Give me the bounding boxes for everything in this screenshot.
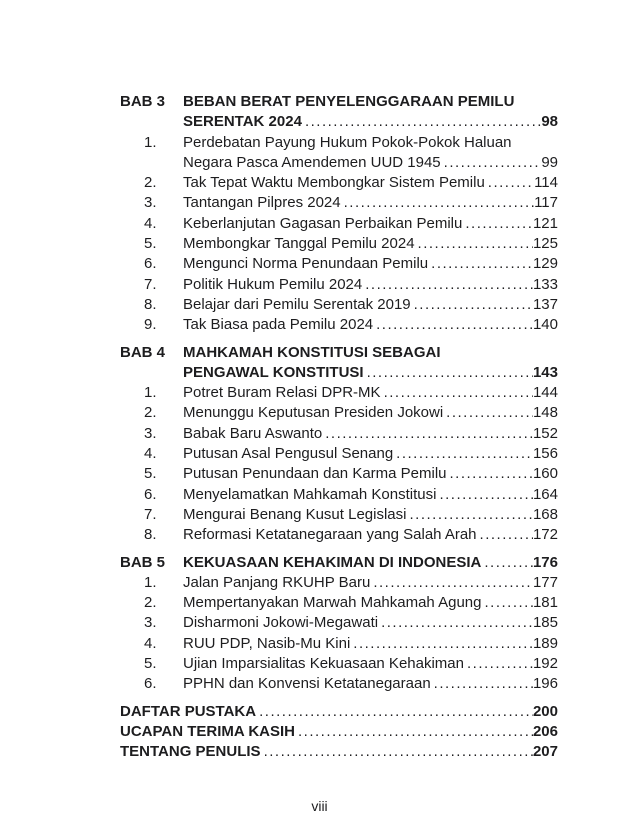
toc-entry-page: 152	[532, 424, 558, 442]
dot-leader-icon	[325, 424, 533, 444]
toc-entry-text: Perdebatan Payung Hukum Pokok-Pokok Haluan	[183, 133, 512, 151]
toc-entry-text: Menunggu Keputusan Presiden Jokowi	[183, 404, 444, 422]
toc-entry-page: 176	[532, 553, 558, 571]
toc-entry-text: Jalan Panjang RKUHP Baru	[183, 573, 371, 591]
dot-leader-icon	[305, 112, 541, 132]
toc-entry-text: Tak Tepat Waktu Membongkar Sistem Pemilu	[183, 174, 485, 192]
toc-item-line	[120, 464, 558, 484]
toc-item-line	[120, 295, 558, 315]
toc-item-line	[120, 573, 558, 593]
toc-entry-text: Putusan Asal Pengusul Senang	[183, 445, 394, 463]
toc-entry-label: 7.	[144, 275, 157, 293]
dot-leader-icon	[467, 654, 533, 674]
toc-entry-text: Mengunci Norma Penundaan Pemilu	[183, 255, 429, 273]
toc-entry-label: BAB 3	[120, 93, 166, 110]
toc-entry-text: KEKUASAAN KEHAKIMAN DI INDONESIA	[183, 553, 482, 571]
dot-leader-icon	[444, 153, 542, 173]
toc-entry-label: 4.	[144, 445, 157, 463]
page-number-footer: viii	[311, 798, 328, 814]
toc-item-line	[120, 424, 558, 444]
dot-leader-icon	[264, 742, 533, 762]
dot-leader-icon	[446, 403, 533, 423]
toc-section	[120, 553, 558, 695]
toc-item-line	[120, 634, 558, 654]
toc-entry-label: 8.	[144, 526, 157, 544]
toc-entry-text: RUU PDP, Nasib-Mu Kini	[183, 634, 351, 652]
toc-item-line	[120, 315, 558, 335]
dot-leader-icon	[450, 464, 533, 484]
dot-leader-icon	[396, 444, 533, 464]
toc-entry-text: Ujian Imparsialitas Kekuasaan Kehakiman	[183, 655, 464, 673]
toc-entry-label: 2.	[144, 174, 157, 192]
toc-entry-page: 156	[532, 445, 558, 463]
toc-item-line	[120, 485, 558, 505]
toc-entry-text: DAFTAR PUSTAKA	[120, 702, 257, 720]
toc-entry-page: 196	[532, 675, 558, 693]
toc-entry-page: 121	[532, 214, 558, 232]
toc-entry-page: 185	[532, 614, 558, 632]
toc-chapter-line	[120, 112, 558, 132]
toc-entry-page: 207	[532, 743, 558, 761]
dot-leader-icon	[431, 254, 533, 274]
dot-leader-icon	[367, 363, 533, 383]
toc-entry-text: BEBAN BERAT PENYELENGGARAAN PEMILU	[183, 93, 515, 110]
dot-leader-icon	[480, 525, 533, 545]
toc-entry-label: 5.	[144, 655, 157, 673]
toc-item-line	[120, 153, 558, 173]
toc-entry-label: 8.	[144, 295, 157, 313]
dot-leader-icon	[298, 722, 533, 742]
toc-entry-label: 5.	[144, 465, 157, 483]
toc-entry-text: Disharmoni Jokowi-Megawati	[183, 614, 379, 632]
toc-item-line	[120, 254, 558, 274]
toc-entry-text: TENTANG PENULIS	[120, 743, 261, 761]
toc-chapter-line	[120, 363, 558, 383]
toc-entry-label: 3.	[144, 424, 157, 442]
dot-leader-icon	[381, 613, 533, 633]
toc-entry-page: 200	[532, 702, 558, 720]
dot-leader-icon	[418, 234, 533, 254]
toc-entry-page: 144	[532, 384, 558, 402]
toc-entry-text: Tantangan Pilpres 2024	[183, 194, 341, 212]
toc-entry-page: 148	[532, 404, 558, 422]
toc-entry-text: Mengurai Benang Kusut Legislasi	[183, 505, 407, 523]
toc-section	[120, 343, 558, 546]
toc-item-line	[120, 403, 558, 423]
dot-leader-icon	[384, 383, 533, 403]
dot-leader-icon	[485, 593, 533, 613]
toc-entry-page: 98	[541, 113, 558, 131]
toc-entry-text: SERENTAK 2024	[183, 113, 302, 131]
toc-entry-page: 164	[532, 485, 558, 503]
toc-item-line	[120, 505, 558, 525]
dot-leader-icon	[488, 173, 534, 193]
toc-entry-label: 3.	[144, 194, 157, 212]
toc-item-line	[120, 383, 558, 403]
toc-entry-text: Potret Buram Relasi DPR-MK	[183, 384, 381, 402]
toc-entry-label: 2.	[144, 594, 157, 612]
toc-entry-page: 129	[532, 255, 558, 273]
toc-entry-text: Tak Biasa pada Pemilu 2024	[183, 316, 374, 334]
toc-entry-label: 6.	[144, 485, 157, 503]
toc-entry-page: 181	[532, 594, 558, 612]
toc-item-line	[120, 613, 558, 633]
toc-entry-page: 143	[532, 363, 558, 381]
toc-entry-text: Babak Baru Aswanto	[183, 424, 323, 442]
toc-item-line	[120, 525, 558, 545]
toc-entry-page: 189	[532, 634, 558, 652]
toc-item-line	[120, 173, 558, 193]
toc-entry-label: 9.	[144, 316, 157, 334]
toc-entry-text: Menyelamatkan Mahkamah Konstitusi	[183, 485, 437, 503]
toc-entry-label: 1.	[144, 573, 157, 591]
toc-item-line	[120, 674, 558, 694]
toc-item-line	[120, 593, 558, 613]
toc-entry-label: 4.	[144, 214, 157, 232]
toc-chapter-line	[120, 553, 558, 573]
toc-entry-page: 192	[532, 655, 558, 673]
toc-entry-label: BAB 4	[120, 343, 166, 361]
toc-content	[120, 92, 558, 763]
toc-entry-page: 160	[532, 465, 558, 483]
toc-section	[120, 92, 558, 336]
toc-entry-label: BAB 5	[120, 553, 166, 571]
toc-entry-label: 7.	[144, 505, 157, 523]
toc-entry-page: 117	[534, 194, 558, 212]
toc-item-line	[120, 193, 558, 213]
dot-leader-icon	[353, 634, 533, 654]
toc-entry-text: Putusan Penundaan dan Karma Pemilu	[183, 465, 447, 483]
dot-leader-icon	[414, 295, 533, 315]
toc-entry-text: Keberlanjutan Gagasan Perbaikan Pemilu	[183, 214, 463, 232]
toc-entry-label: 1.	[144, 133, 157, 151]
toc-entry-label: 2.	[144, 404, 157, 422]
toc-entry-label: 1.	[144, 384, 157, 402]
toc-entry-page: 99	[541, 153, 558, 171]
toc-entry-text: Reformasi Ketatanegaraan yang Salah Arah	[183, 526, 477, 544]
toc-back-matter-line	[120, 722, 558, 742]
dot-leader-icon	[484, 553, 533, 573]
toc-entry-label: 6.	[144, 255, 157, 273]
dot-leader-icon	[365, 275, 533, 295]
toc-back-matter-line	[120, 742, 558, 762]
toc-entry-page: 137	[532, 295, 558, 313]
toc-entry-text: PENGAWAL KONSTITUSI	[183, 363, 364, 381]
toc-entry-label: 3.	[144, 614, 157, 632]
toc-entry-page: 114	[534, 174, 558, 192]
toc-entry-page: 206	[532, 722, 558, 740]
dot-leader-icon	[409, 505, 532, 525]
toc-item-line	[120, 133, 558, 153]
dot-leader-icon	[439, 485, 533, 505]
toc-entry-text: Membongkar Tanggal Pemilu 2024	[183, 235, 415, 253]
toc-entry-page: 125	[532, 235, 558, 253]
toc-entry-page: 177	[532, 573, 558, 591]
toc-chapter-line	[120, 92, 558, 112]
toc-entry-text: Belajar dari Pemilu Serentak 2019	[183, 295, 411, 313]
toc-entry-text: PPHN dan Konvensi Ketatanegaraan	[183, 675, 431, 693]
toc-item-line	[120, 654, 558, 674]
toc-entry-label: 6.	[144, 675, 157, 693]
toc-entry-page: 172	[532, 526, 558, 544]
dot-leader-icon	[465, 214, 533, 234]
toc-entry-text: MAHKAMAH KONSTITUSI SEBAGAI	[183, 343, 441, 361]
toc-entry-page: 140	[532, 316, 558, 334]
toc-entry-label: 4.	[144, 634, 157, 652]
toc-item-line	[120, 214, 558, 234]
toc-entry-page: 168	[532, 505, 558, 523]
toc-entry-label: 5.	[144, 235, 157, 253]
toc-entry-text: Politik Hukum Pemilu 2024	[183, 275, 363, 293]
toc-entry-text: UCAPAN TERIMA KASIH	[120, 722, 295, 740]
toc-back-matter-line	[120, 702, 558, 722]
toc-chapter-line	[120, 343, 558, 363]
toc-entry-text: Negara Pasca Amendemen UUD 1945	[183, 153, 441, 171]
dot-leader-icon	[376, 315, 533, 335]
dot-leader-icon	[259, 702, 533, 722]
toc-entry-text: Mempertanyakan Marwah Mahkamah Agung	[183, 594, 482, 612]
toc-entry-page: 133	[532, 275, 558, 293]
dot-leader-icon	[434, 674, 533, 694]
dot-leader-icon	[344, 193, 534, 213]
dot-leader-icon	[373, 573, 533, 593]
toc-back-matter	[120, 702, 558, 763]
toc-item-line	[120, 275, 558, 295]
toc-item-line	[120, 234, 558, 254]
toc-item-line	[120, 444, 558, 464]
